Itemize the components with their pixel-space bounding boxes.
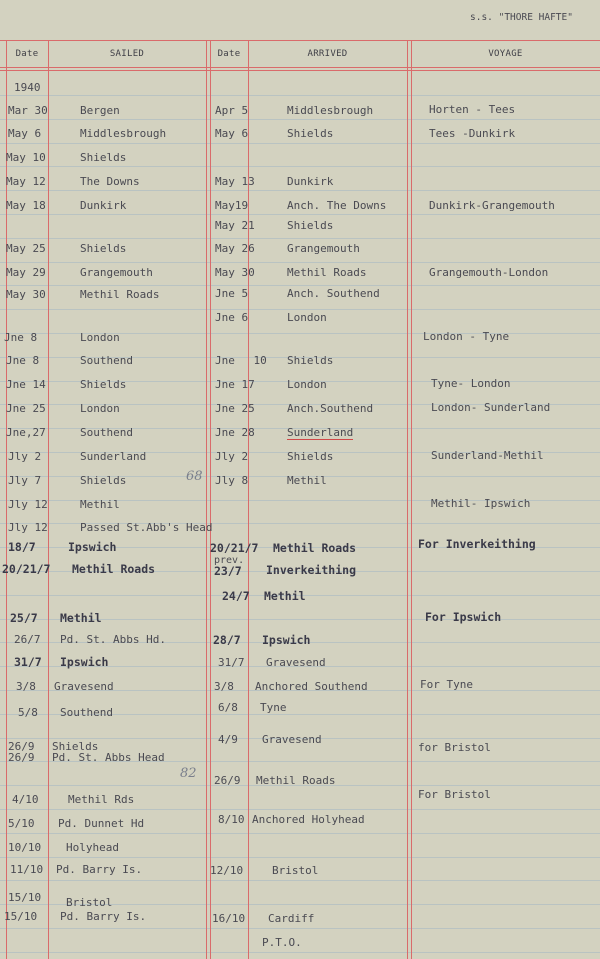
voyage: Methil- Ipswich [431, 497, 531, 510]
sailed-date: 26/9 [8, 740, 35, 753]
arrived-date: Jne 6 [215, 311, 249, 324]
sailed-port: Methil Rds [68, 793, 135, 806]
header-arrived: ARRIVED [307, 49, 348, 59]
arrived-port: Methil Roads [256, 774, 336, 787]
ruled-line [0, 309, 600, 310]
year-label: 1940 [14, 81, 41, 94]
arrived-port: Anch. Southend [287, 287, 380, 300]
sailed-date: Jly 7 [8, 474, 42, 487]
ruled-line [0, 238, 600, 239]
ruled-line [0, 928, 600, 929]
header-rule [0, 70, 600, 71]
sailed-date: 4/10 [12, 793, 39, 806]
sailed-port: Ipswich [60, 655, 109, 669]
sailed-date: 18/7 [8, 540, 36, 554]
sailed-date: May 6 [8, 127, 42, 140]
sailed-date: Jly 12 [8, 498, 48, 511]
arrived-port: Gravesend [266, 656, 326, 669]
sailed-date: 26/9 [8, 751, 35, 764]
arrived-port: Bristol [272, 864, 319, 877]
sailed-date: 25/7 [10, 611, 38, 625]
arrived-port: Shields [287, 354, 334, 367]
arrived-date: May 26 [215, 242, 255, 255]
ruled-line [0, 809, 600, 810]
header-rule [0, 40, 600, 41]
arrived-port: Tyne [260, 701, 287, 714]
arrived-date: 23/7 [214, 564, 242, 578]
voyage: London - Tyne [423, 330, 510, 343]
sailed-date: Jne 8 [4, 331, 38, 344]
ruled-line [0, 857, 600, 858]
voyage: For Ipswich [425, 610, 502, 624]
sailed-port: Pd. St. Abbs Head [52, 751, 165, 764]
arrived-date: May 21 [215, 219, 255, 232]
arrived-port: Methil [264, 589, 306, 603]
arrived-port: Sunderland [287, 426, 354, 439]
ruled-line [0, 143, 600, 144]
sailed-date: 5/10 [8, 817, 35, 830]
sailed-port: Methil Roads [72, 562, 156, 576]
ruled-line [0, 214, 600, 215]
arrived-port: Anchored Holyhead [252, 813, 365, 826]
arrived-date: 31/7 [218, 656, 245, 669]
pto-footer: P.T.O. [262, 936, 302, 949]
sailed-date: Jne 8 [6, 354, 40, 367]
sailed-date: 15/10 [8, 891, 42, 904]
sailed-date: Jly 2 [8, 450, 42, 463]
sailed-port: Holyhead [66, 841, 119, 854]
sailed-port: Shields [80, 242, 127, 255]
arrived-date: 20/21/7 [210, 541, 259, 555]
voyage: Sunderland-Methil [431, 449, 544, 462]
column-rule [411, 40, 412, 959]
arrived-date: Jly 8 [215, 474, 249, 487]
column-rule [407, 40, 408, 959]
arrived-port: Dunkirk [287, 175, 334, 188]
arrived-date: Jne 25 [215, 402, 255, 415]
header-rule [0, 67, 600, 68]
arrived-port: Methil [287, 474, 327, 487]
arrived-port: Ipswich [262, 633, 311, 647]
ship-name: s.s. "THORE HAFTE" [470, 12, 573, 23]
column-rule [210, 40, 211, 959]
sailed-port: Shields [80, 378, 127, 391]
sailed-date: Jne 25 [6, 402, 46, 415]
sailed-date: May 25 [6, 242, 46, 255]
sailed-date: 15/10 [4, 910, 38, 923]
arrived-port: London [287, 311, 327, 324]
arrived-port: Shields [287, 450, 334, 463]
sailed-port: Gravesend [54, 680, 114, 693]
sailed-port: Bergen [80, 104, 120, 117]
arrived-port: Shields [287, 127, 334, 140]
sailed-date: 31/7 [14, 655, 42, 669]
arrived-date: May 30 [215, 266, 255, 279]
voyage: Dunkirk-Grangemouth [429, 199, 555, 212]
voyage: Tyne- London [431, 377, 511, 390]
ruled-line [0, 95, 600, 96]
voyage: For Tyne [420, 678, 473, 691]
arrived-port: Methil Roads [273, 541, 357, 555]
voyage: For Inverkeithing [418, 537, 536, 551]
header-date-sailed: Date [15, 49, 39, 59]
sailed-date: 5/8 [18, 706, 38, 719]
ruled-line [0, 952, 600, 953]
arrived-date: Apr 5 [215, 104, 249, 117]
arrived-date: 8/10 [218, 813, 245, 826]
sailed-port: Southend [60, 706, 113, 719]
column-rule [48, 40, 49, 959]
arrived-date-note: prev. [214, 555, 245, 566]
voyage: For Bristol [418, 788, 491, 801]
ruled-line [0, 190, 600, 191]
sailed-port: Middlesbrough [80, 127, 167, 140]
arrived-date: 4/9 [218, 733, 238, 746]
voyage: for Bristol [418, 741, 491, 754]
arrived-date: Jne 28 [215, 426, 255, 439]
header-sailed: SAILED [109, 49, 145, 59]
arrived-port: London [287, 378, 327, 391]
sailed-date: Jne,27 [6, 426, 46, 439]
arrived-date: Jne 5 [215, 287, 249, 300]
sailed-port: Sunderland [80, 450, 147, 463]
ruled-line [0, 262, 600, 263]
sailed-port: Pd. Dunnet Hd [58, 817, 145, 830]
sailed-date: 10/10 [8, 841, 42, 854]
arrived-date: Jly 2 [215, 450, 249, 463]
arrived-date: Jne 10 [215, 354, 267, 367]
voyage: London- Sunderland [431, 401, 551, 414]
sailed-port: Pd. Barry Is. [60, 910, 147, 923]
sailed-port: London [80, 402, 120, 415]
sailed-port: The Downs [80, 175, 140, 188]
pencil-note: 82 [180, 766, 197, 781]
ruled-line [0, 166, 600, 167]
sailed-port: Methil [60, 611, 102, 625]
sailed-date: Jly 12 [8, 521, 48, 534]
sailed-date: May 18 [6, 199, 46, 212]
voyage: Horten - Tees [429, 103, 516, 116]
sailed-port: Southend [80, 354, 133, 367]
sailed-date: Mar 30 [8, 104, 48, 117]
sailed-port: Southend [80, 426, 133, 439]
sailed-date: May 12 [6, 175, 46, 188]
arrived-port: Anch.Southend [287, 402, 374, 415]
arrived-date: Jne 17 [215, 378, 255, 391]
arrived-date: 3/8 [214, 680, 234, 693]
ruled-line [0, 833, 600, 834]
sailed-port: London [80, 331, 120, 344]
arrived-date: 28/7 [213, 633, 241, 647]
ruled-line [0, 285, 600, 286]
arrived-port: Cardiff [268, 912, 315, 925]
sailed-date: 26/7 [14, 633, 41, 646]
sailed-port: Methil Roads [80, 288, 160, 301]
sailed-port: Bristol [66, 896, 113, 909]
arrived-port: Methil Roads [287, 266, 367, 279]
sailed-date: May 30 [6, 288, 46, 301]
sailed-port: Shields [80, 151, 127, 164]
sailed-date: 3/8 [16, 680, 36, 693]
sailed-port: Pd. Barry Is. [56, 863, 143, 876]
arrived-port: Shields [287, 219, 334, 232]
arrived-date: May19 [215, 199, 249, 212]
sailed-date: May 29 [6, 266, 46, 279]
ruled-line [0, 119, 600, 120]
sailed-port: Dunkirk [80, 199, 127, 212]
voyage: Tees -Dunkirk [429, 127, 516, 140]
arrived-port: Gravesend [262, 733, 322, 746]
sailed-port: Methil [80, 498, 120, 511]
arrived-date: May 6 [215, 127, 249, 140]
voyage: Grangemouth-London [429, 266, 549, 279]
arrived-date: 12/10 [210, 864, 244, 877]
sailed-date: 11/10 [10, 863, 44, 876]
ruled-line [0, 880, 600, 881]
sailed-port: Passed St.Abb's Head [80, 521, 213, 534]
arrived-date: 6/8 [218, 701, 238, 714]
sailed-port: Ipswich [68, 540, 117, 554]
sailed-date: 20/21/7 [2, 562, 51, 576]
header-date-arrived: Date [217, 49, 241, 59]
header-voyage: VOYAGE [488, 49, 523, 59]
sailed-port: Pd. St. Abbs Hd. [60, 633, 166, 646]
arrived-port: Anch. The Downs [287, 199, 387, 212]
arrived-date: 24/7 [222, 589, 250, 603]
sailed-port: Shields [80, 474, 127, 487]
column-rule [206, 40, 207, 959]
arrived-port: Anchored Southend [255, 680, 368, 693]
arrived-date: 26/9 [214, 774, 241, 787]
arrived-port: Inverkeithing [266, 563, 357, 577]
arrived-date: 16/10 [212, 912, 246, 925]
arrived-port: Middlesbrough [287, 104, 374, 117]
arrived-port: Grangemouth [287, 242, 360, 255]
sailed-port: Grangemouth [80, 266, 153, 279]
sailed-date: May 10 [6, 151, 46, 164]
pencil-note: 68 [186, 469, 203, 484]
arrived-date: May 13 [215, 175, 255, 188]
sailed-date: Jne 14 [6, 378, 46, 391]
sailed-port: Shields [52, 740, 99, 753]
